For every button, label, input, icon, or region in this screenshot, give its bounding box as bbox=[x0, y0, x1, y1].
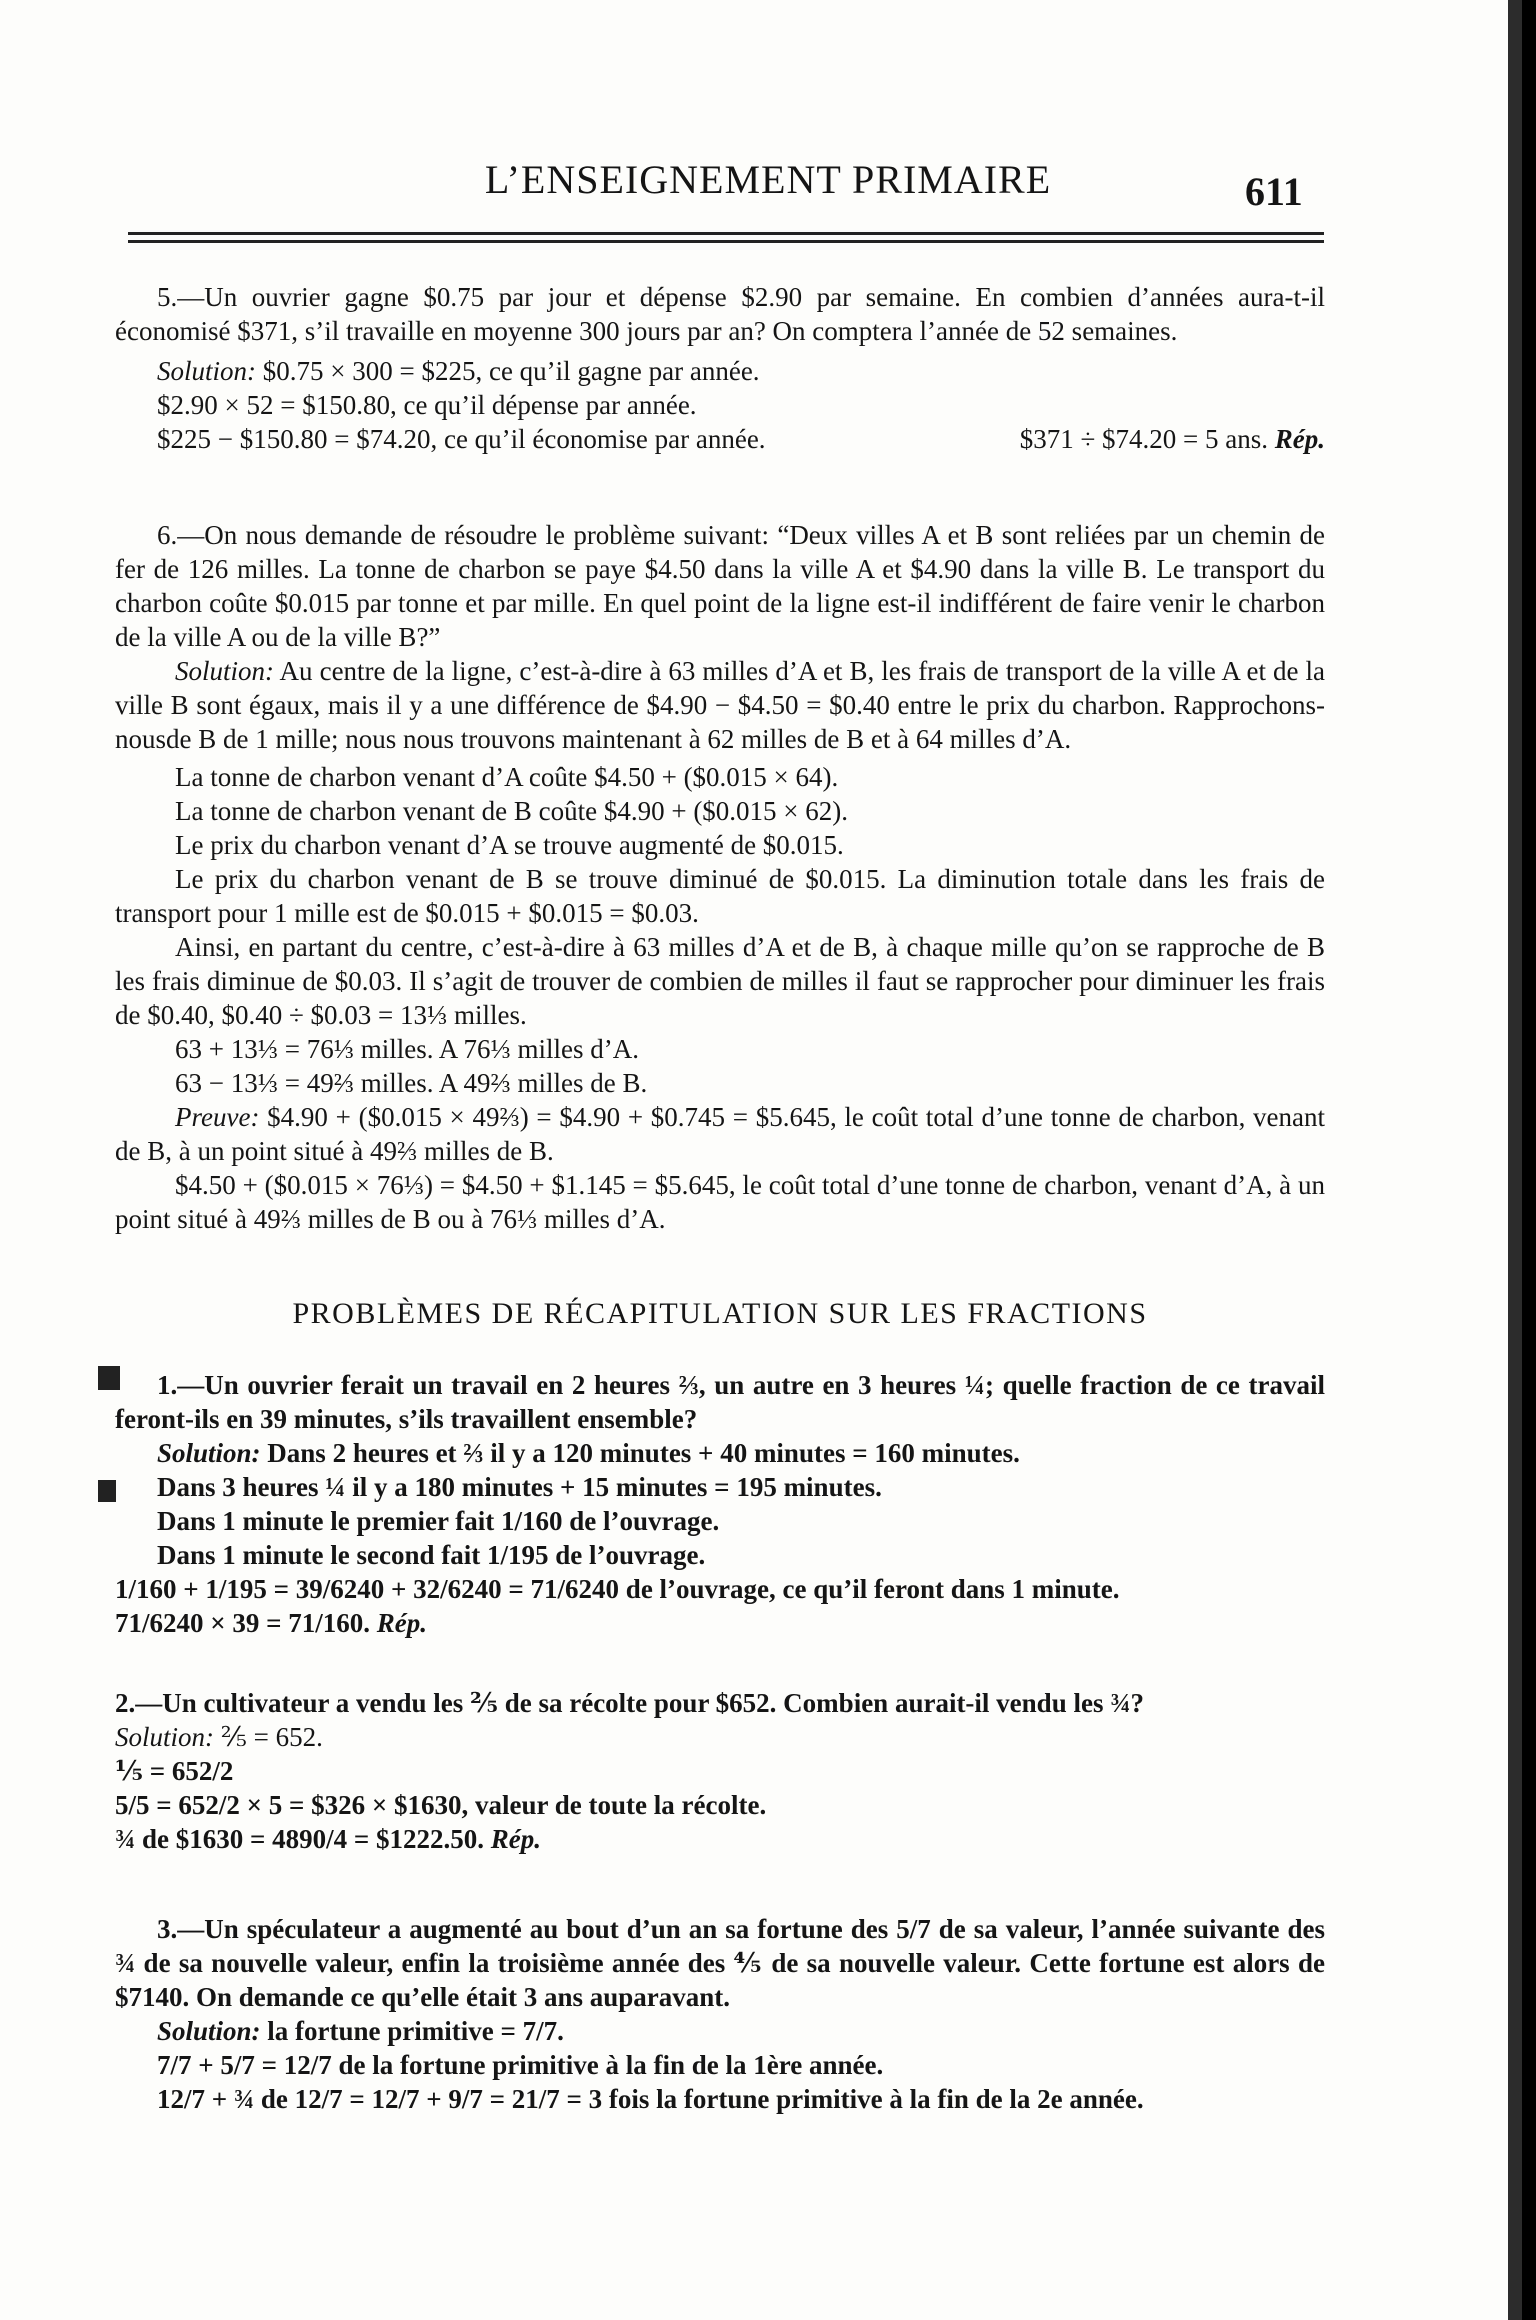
recap-problem-2 bbox=[115, 1686, 1325, 1856]
problem-6 bbox=[115, 518, 1325, 1236]
margin-ink-mark bbox=[98, 1480, 116, 1502]
problem-6-line-b: La tonne de charbon venant de B coûte $4.90 + ($0.015 × 62). bbox=[175, 796, 849, 826]
solution-label: Solution: bbox=[157, 1438, 261, 1468]
problem-6-line-g: 63 − 13⅓ = 49⅔ milles. A 49⅔ milles de B. bbox=[175, 1068, 648, 1098]
recap-3-solution bbox=[115, 2014, 1325, 2048]
recap-2-solution bbox=[115, 1720, 1325, 1754]
recap-1-line4: Dans 1 minute le second fait 1/195 de l’ouvrage. bbox=[157, 1540, 706, 1570]
recap-1-line2: Dans 3 heures ¼ il y a 180 minutes + 15 minutes = 195 minutes. bbox=[157, 1472, 882, 1502]
recap-2-line3: 5/5 = 652/2 × 5 = $326 × $1630, valeur de toute la récolte. bbox=[115, 1790, 767, 1820]
problem-5 bbox=[115, 280, 1325, 456]
page-edge-shadow bbox=[1508, 0, 1522, 2320]
recap-1-solution bbox=[115, 1436, 1325, 1470]
rep-label: Rép. bbox=[376, 1608, 428, 1638]
problem-5-solution-line1: $0.75 × 300 = $225, ce qu’il gagne par année. bbox=[262, 356, 760, 386]
rep-label: Rép. bbox=[1274, 424, 1325, 454]
section-heading: PROBLÈMES DE RÉCAPITULATION SUR LES FRACTIONS bbox=[292, 1297, 1148, 1330]
problem-6-para-e: Ainsi, en partant du centre, c’est-à-dire à 63 milles d’A et de B, à chaque mille qu’on se rapproche de B les frais diminue de $0.03. Il s’agit de trouver de combien de milles il faut se rapprocher pour diminuer les frais de $0.40, $0.40 ÷ $0.03 = 13⅓ milles. bbox=[115, 932, 1325, 1030]
problem-6-line-c: Le prix du charbon venant d’A se trouve augmenté de $0.015. bbox=[175, 830, 844, 860]
recap-1-line6-text: 71/6240 × 39 = 71/160. bbox=[115, 1608, 371, 1638]
problem-6-solution bbox=[115, 654, 1325, 756]
problem-6-line-a: La tonne de charbon venant d’A coûte $4.50 + ($0.015 × 64). bbox=[175, 762, 839, 792]
recap-3-line3: 12/7 + ¾ de 12/7 = 12/7 + 9/7 = 21/7 = 3 fois la fortune primitive à la fin de la 2e année. bbox=[157, 2084, 1144, 2114]
problem-6-para-h: $4.50 + ($0.015 × 76⅓) = $4.50 + $1.145 = $5.645, le coût total d’une tonne de charbon, venant d’A, à un point situé à 49⅔ milles de B ou à 76⅓ milles d’A. bbox=[115, 1170, 1325, 1234]
problem-6-line-f: 63 + 13⅓ = 76⅓ milles. A 76⅓ milles d’A. bbox=[175, 1034, 639, 1064]
problem-5-result: $371 ÷ $74.20 = 5 ans. bbox=[1019, 424, 1268, 454]
recap-2-line2: ⅕ = 652/2 bbox=[115, 1756, 234, 1786]
preuve-label: Preuve: bbox=[175, 1102, 260, 1132]
solution-label: Solution: bbox=[157, 356, 256, 386]
recap-1-line5: 1/160 + 1/195 = 39/6240 + 32/6240 = 71/6240 de l’ouvrage, ce qu’il feront dans 1 minute. bbox=[115, 1574, 1120, 1604]
recap-3-statement: 3.—Un spéculateur a augmenté au bout d’un an sa fortune des 5/7 de sa valeur, l’année suivante des ¾ de sa nouvelle valeur, enfin la troisième année des ⅘ de sa nouvelle valeur. Cette fortune est alors de $7140. On demande ce qu’elle était 3 ans auparavant. bbox=[115, 1914, 1325, 2012]
header-rule-top bbox=[128, 232, 1324, 235]
rep-label: Rép. bbox=[490, 1824, 542, 1854]
recap-problem-1 bbox=[115, 1368, 1325, 1640]
problem-5-line2: $2.90 × 52 = $150.80, ce qu’il dépense par année. bbox=[157, 390, 697, 420]
problem-6-preuve-text: $4.90 + ($0.015 × 49⅔) = $4.90 + $0.745 = $5.645, le coût total d’une tonne de charbon, venant de B, à un point situé à 49⅔ milles de B. bbox=[115, 1102, 1325, 1166]
recap-3-line1: la fortune primitive = 7/7. bbox=[267, 2016, 564, 2046]
solution-label: Solution: bbox=[157, 2016, 261, 2046]
problem-5-solution bbox=[115, 354, 1325, 388]
recap-2-line4-text: ¾ de $1630 = 4890/4 = $1222.50. bbox=[115, 1824, 485, 1854]
recap-1-line3: Dans 1 minute le premier fait 1/160 de l’ouvrage. bbox=[157, 1506, 720, 1536]
recap-problem-3 bbox=[115, 1912, 1325, 2116]
page-number: 611 bbox=[1245, 169, 1303, 214]
problem-5-statement: 5.—Un ouvrier gagne $0.75 par jour et dépense $2.90 par semaine. En combien d’années aura-t-il économisé $371, s’il travaille en moyenne 300 jours par an? On comptera l’année de 52 semaines. bbox=[115, 282, 1325, 346]
problem-6-solution-text: Au centre de la ligne, c’est-à-dire à 63 milles d’A et B, les frais de transport de la ville A et de la ville B sont égaux, mais il y a une différence de $4.90 − $4.50 = $0.40 entre le prix du charbon. Rapprochons-nousde B de 1 mille; nous nous trouvons maintenant à 62 milles de B et à 64 milles d’A. bbox=[115, 656, 1325, 754]
recap-2-line1: ⅖ = 652. bbox=[220, 1722, 323, 1752]
recap-2-line4 bbox=[115, 1822, 1325, 1856]
problem-6-statement: 6.—On nous demande de résoudre le problème suivant: “Deux villes A et B sont reliées par un chemin de fer de 126 milles. La tonne de charbon se paye $4.50 dans la ville A et $4.90 dans la ville B. Le transport du charbon coûte $0.015 par tonne et par mille. En quel point de la ligne est-il indifférent de faire venir le charbon de la ville A ou de la ville B?” bbox=[115, 520, 1325, 652]
problem-5-line3-text: $225 − $150.80 = $74.20, ce qu’il économise par année. bbox=[157, 424, 766, 454]
solution-label: Solution: bbox=[115, 1722, 214, 1752]
recap-1-line6 bbox=[115, 1606, 1325, 1640]
problem-5-line3 bbox=[115, 422, 1325, 456]
running-header-title: L’ENSEIGNEMENT PRIMAIRE bbox=[484, 157, 1052, 202]
recap-2-statement: 2.—Un cultivateur a vendu les ⅖ de sa récolte pour $652. Combien aurait-il vendu les ¾? bbox=[115, 1688, 1144, 1718]
solution-label: Solution: bbox=[175, 656, 274, 686]
recap-3-line2: 7/7 + 5/7 = 12/7 de la fortune primitive à la fin de la 1ère année. bbox=[157, 2050, 884, 2080]
recap-1-line1: Dans 2 heures et ⅔ il y a 120 minutes + 40 minutes = 160 minutes. bbox=[267, 1438, 1020, 1468]
problem-6-preuve bbox=[115, 1100, 1325, 1168]
recap-1-statement: 1.—Un ouvrier ferait un travail en 2 heures ⅔, un autre en 3 heures ¼; quelle fraction de ce travail feront-ils en 39 minutes, s’ils travaillent ensemble? bbox=[115, 1370, 1325, 1434]
header-rule-bottom bbox=[128, 240, 1324, 243]
problem-6-para-d: Le prix du charbon venant de B se trouve diminué de $0.015. La diminution totale dans les frais de transport pour 1 mille est de $0.015 + $0.015 = $0.03. bbox=[115, 864, 1325, 928]
